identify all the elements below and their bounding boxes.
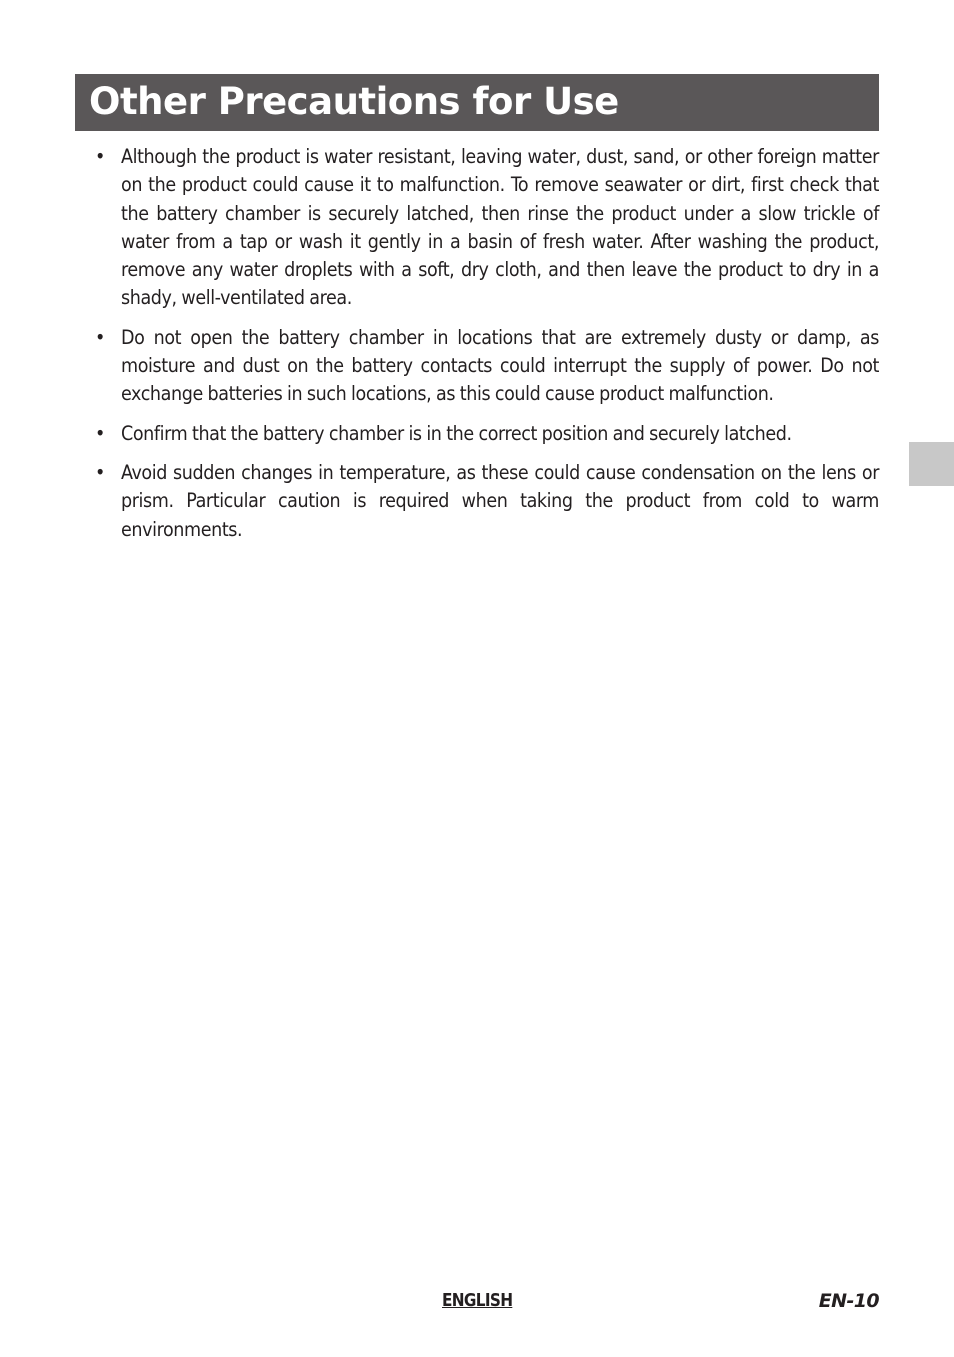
list-item-text: Confirm that the battery chamber is in the correct position and securely latched. xyxy=(121,421,792,445)
list-item-text: Although the product is water resistant, leaving water, dust, sand, or other foreign matter on the product could cause it to malfunction. To remove seawater or dirt, first check that the battery chamber is securely latched, then rinse the product under a slow trickle of water from a tap or wash it gently in a basin of fresh water. After washing the product, remove any water droplets with a soft, dry cloth, and then leave the product to dry in a shady, well-ventilated area. xyxy=(121,145,879,310)
list-item xyxy=(95,420,879,448)
section-title-bar xyxy=(75,74,879,131)
bullet-icon: • xyxy=(95,421,105,445)
list-item xyxy=(95,143,879,313)
bullet-icon: • xyxy=(95,325,105,349)
bullet-icon: • xyxy=(95,145,105,168)
list-item xyxy=(95,324,879,409)
list-item-text: Do not open the battery chamber in locations that are extremely dusty or damp, as moisture and dust on the battery contacts could interrupt the supply of power. Do not exchange batteries in such locations, as this could cause product malfunction. xyxy=(121,325,879,406)
bullet-icon: • xyxy=(95,460,105,484)
page-number: EN-10 xyxy=(818,1290,879,1312)
footer-language-label: ENGLISH xyxy=(442,1290,513,1311)
page-title: Other Precautions for Use xyxy=(89,80,619,123)
precautions-list xyxy=(95,143,879,555)
list-item-text: Avoid sudden changes in temperature, as these could cause condensation on the lens or prism. Particular caution is required when taking the product from cold to warm environments. xyxy=(121,460,879,541)
list-item xyxy=(95,459,879,544)
section-thumb-tab xyxy=(909,442,954,486)
